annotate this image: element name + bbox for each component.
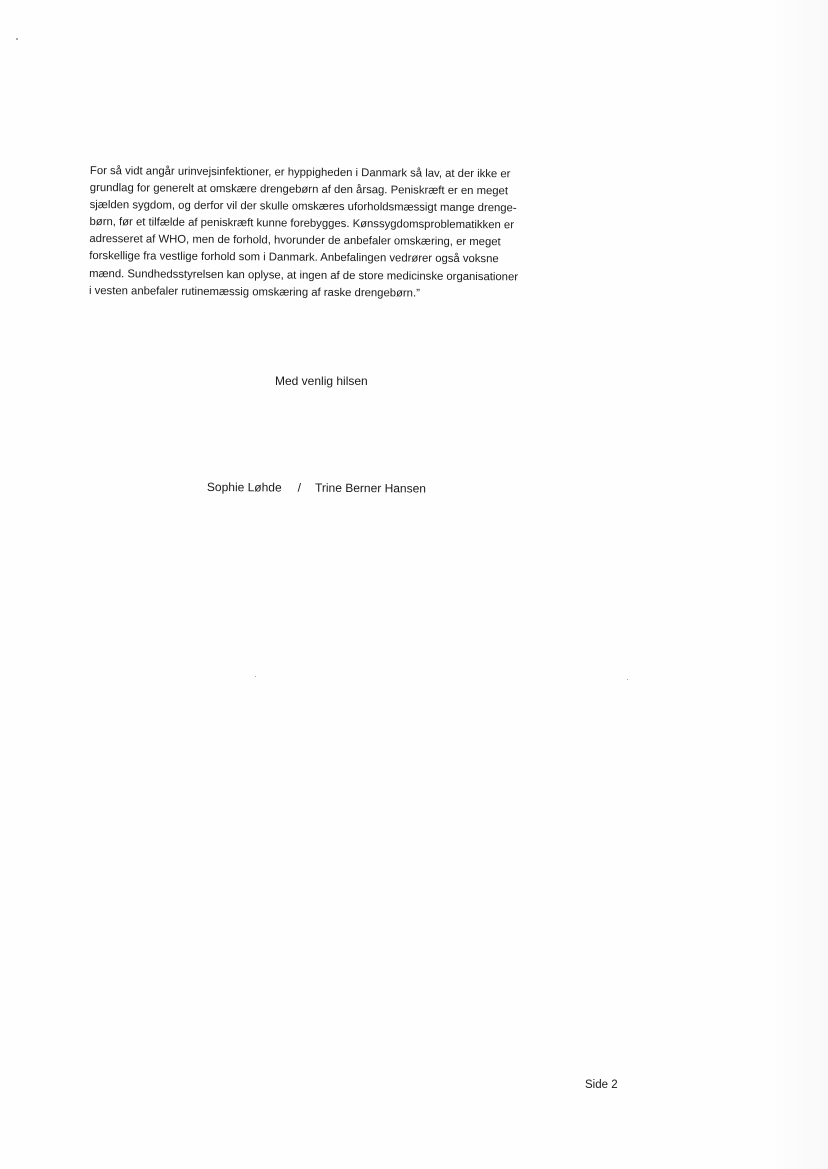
paragraph-line: grundlag for generelt at omskære drengebørn af den årsag. Peniskræft er en meget [89,182,509,198]
scan-shadow [768,0,828,1169]
closing-greeting: Med venlig hilsen [275,374,368,388]
paragraph-line: For så vidt angår urinvejsinfektioner, er hyppigheden i Danmark så lav, at der ikke er [89,164,511,181]
body-paragraph [89,163,565,303]
paragraph-line: i vesten anbefaler rutinemæssig omskæring af raske drengebørn.” [88,284,420,300]
page-number: Side 2 [585,1079,618,1091]
paragraph-line: adresseret af WHO, men de forhold, hvorunder de anbefaler omskæring, er meget [89,233,501,249]
scan-speck [16,38,18,40]
paragraph-line: børn, før et tilfælde af peniskræft kunne forebygges. Kønssygdomsproblematikken er [89,216,515,232]
signatory-name: Trine Berner Hansen [314,480,427,496]
scan-speck [627,679,628,680]
signatory-name: Sophie Løhde [206,479,282,495]
signatory-separator: / [297,480,302,495]
paragraph-line: forskellige fra vestlige forhold som i Danmark. Anbefalingen vedrører også voksne [89,250,499,266]
scan-speck [255,676,256,677]
paragraph-line: sjælden sygdom, og derfor vil der skulle omskæres uforholdsmæssigt mange drenge- [89,199,517,215]
signature-block [207,479,426,497]
paragraph-line: mænd. Sundhedsstyrelsen kan oplyse, at ingen af de store medicinske organisationer [89,267,519,283]
